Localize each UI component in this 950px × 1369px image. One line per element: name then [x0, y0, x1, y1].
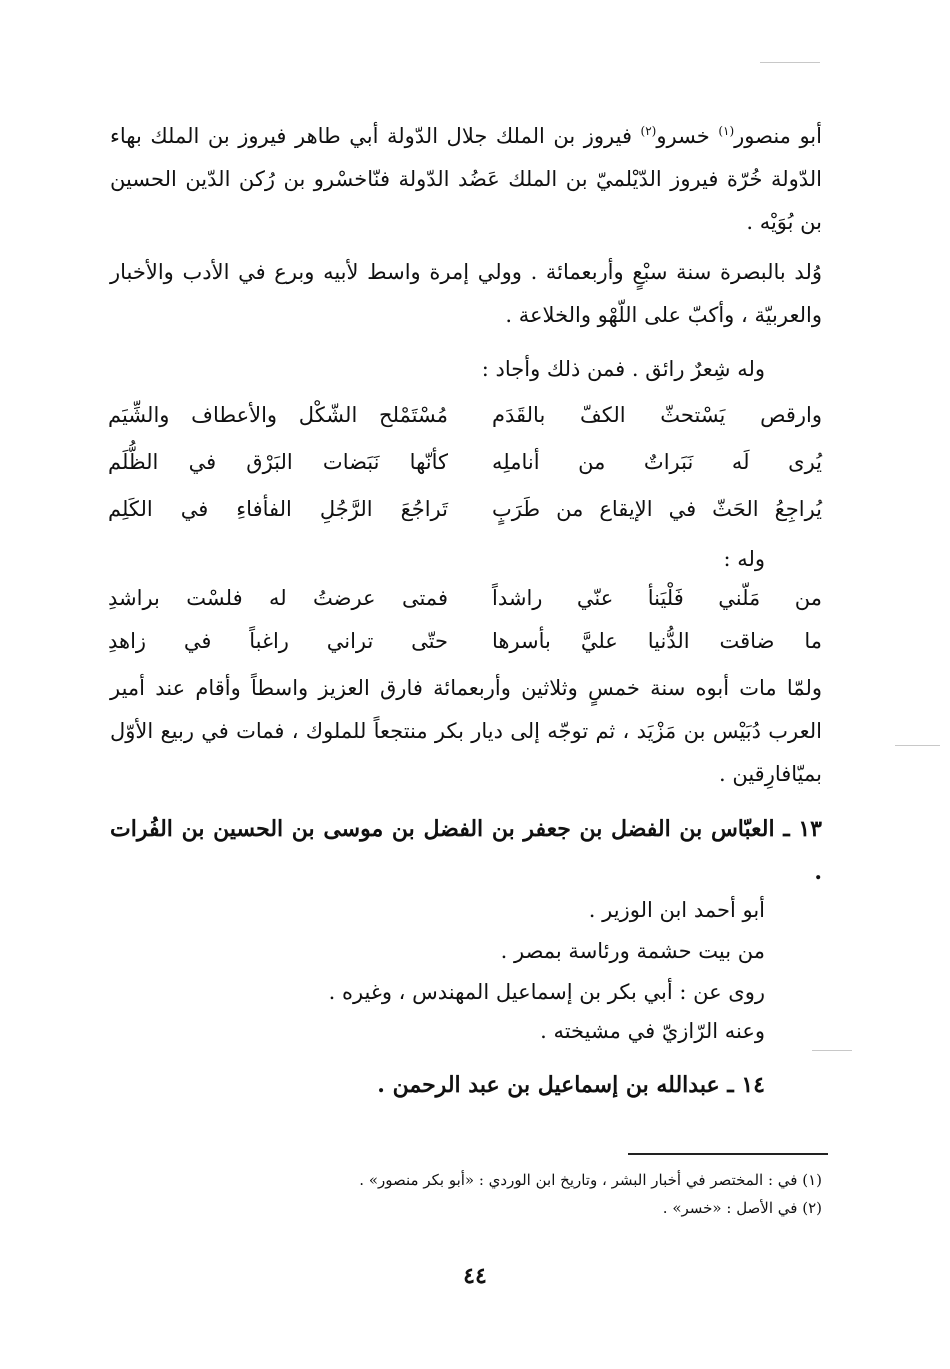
poem2-verse-2-second-hemistich: حتّى تراني راغباً في زاهدِ	[108, 629, 448, 653]
poem-intro: وله شِعرٌ رائق . فمن ذلك وأجاد :	[481, 357, 765, 381]
footnote-ref-1: (١)	[718, 124, 735, 138]
entry-13-line-3: روى عن : أبي بكر بن إسماعيل المهندس ، وغيره .	[328, 980, 765, 1004]
poem1-verse-1-second-hemistich: مُسْتَمْلح الشّكْل والأعطاف والشِّيَم	[108, 403, 448, 427]
scan-mark	[895, 745, 940, 746]
footnote-2: (٢) في الأصل : «خسر» .	[662, 1199, 822, 1217]
page-number: ٤٤	[463, 1263, 487, 1289]
entry-13-line-1: أبو أحمد ابن الوزير .	[588, 898, 765, 922]
poem2-verse-1-second-hemistich: فمتى عرضتُ له فلسْت براشدِ	[108, 586, 448, 610]
poem1-verse-3-second-hemistich: تَراجُعَ الرَّجُلِ الفأفاءِ في الكَلِم	[108, 497, 448, 521]
scan-mark	[812, 1050, 852, 1051]
scan-mark	[760, 62, 820, 63]
paragraph-1-middle: خسرو	[656, 124, 719, 148]
footnote-ref-2: (٢)	[640, 124, 657, 138]
paragraph-1-suffix: فيروز بن الملك جلال الدّولة أبي طاهر فيروز بن الملك بهاء الدّولة خُرّة فيروز الدّيْلميّ بن الملك عَضُد الدّولة فنّاخسْرو بن رُكن الدّين الحسين بن بُوَيْه .	[110, 124, 822, 234]
entry-13-line-2: من بيت حشمة ورئاسة بمصر .	[500, 939, 765, 963]
biography-paragraph-3: ولمّا مات أبوه سنة خمسٍ وثلاثين وأربعمائة فارق العزيز واسطاً وأقام عند أمير العرب دُبَيْس بن مَزْيَد ، ثم توجّه إلى ديار بكر منتجعاً للملوك ، فمات في ربيع الأوّل بميّافارِقين .	[110, 676, 822, 786]
paragraph-1-prefix: أبو منصور	[734, 124, 822, 148]
entry-14-heading: ١٤ ـ عبدالله بن إسماعيل بن عبد الرحمن .	[377, 1072, 765, 1098]
entry-13-heading: ١٣ ـ العبّاس بن الفضل بن جعفر بن الفضل بن موسى بن الحسين بن الفُرات .	[110, 816, 822, 885]
poem1-verse-2-first-hemistich: يُرى لَه نَبَراتٌ من أناملِه	[492, 450, 822, 474]
poem1-verse-1-first-hemistich: وارقص يَسْتحثّ الكفّ بالقَدَم	[492, 403, 822, 427]
entry-13-line-4: وعنه الرّازيّ في مشيخته .	[540, 1019, 765, 1043]
poem1-verse-2-second-hemistich: كأنّها نَبَضات البَرْق في الظُّلَم	[108, 450, 448, 474]
footnote-1: (١) في : المختصر في أخبار البشر ، وتاريخ ابن الوردي : «أبو بكر منصور» .	[359, 1171, 822, 1189]
poem2-verse-2-first-hemistich: ما ضاقت الدُّنيا عليَّ بأسرها	[492, 629, 822, 653]
poem2-verse-1-first-hemistich: من مَلّني فَلْيَنأ عنّي راشداً	[492, 586, 822, 610]
footnote-separator	[628, 1153, 828, 1155]
biography-paragraph-2: وُلد بالبصرة سنة سبْعٍ وأربعمائة . وولي إمرة واسط لأبيه وبرع في الأدب والأخبار والعربيّة ، وأكبّ على اللّهْو والخلاعة .	[110, 260, 822, 327]
biography-paragraph-1	[110, 110, 822, 244]
poem2-intro: وله :	[723, 547, 765, 571]
poem1-verse-3-first-hemistich: يُراجِعُ الحَثّ في الإيقاع من طَرَبٍ	[492, 497, 822, 521]
